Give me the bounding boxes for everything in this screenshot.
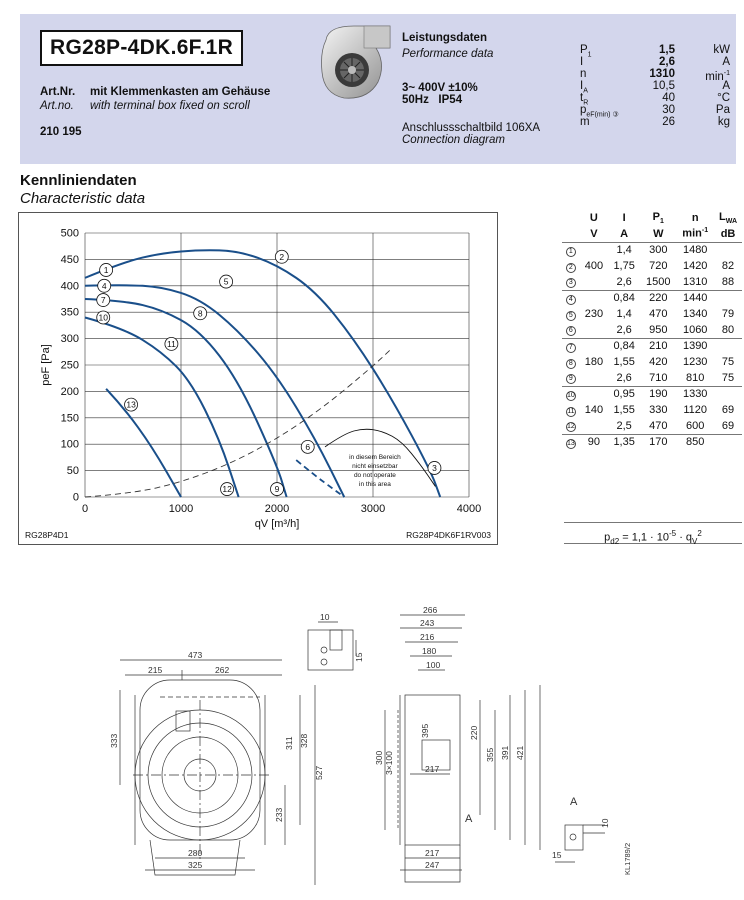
curve-id-badge: 11: [567, 407, 575, 415]
chart-footer-right: RG28P4DK6F1RV003: [406, 530, 491, 540]
curve-id-badge: 7: [566, 343, 576, 353]
performance-row: [580, 68, 730, 83]
table-cell-p: 470: [649, 308, 668, 320]
table-cell-i: 1,55: [613, 404, 635, 416]
no-operation-note: do not operate: [353, 471, 396, 479]
table-cell-l: 69: [721, 419, 735, 432]
performance-value: 26: [662, 116, 675, 128]
table-row: [562, 258, 742, 274]
svg-text:215: 215: [148, 665, 163, 675]
performance-unit: Pa: [715, 104, 730, 116]
performance-value: 40: [662, 92, 675, 104]
svg-text:355: 355: [485, 747, 495, 762]
performance-unit: kW: [713, 44, 730, 56]
table-row: [562, 418, 742, 434]
table-cell-l: 79: [721, 308, 735, 320]
table-cell-u: [580, 418, 608, 434]
table-cell-p: 720: [649, 260, 668, 272]
svg-text:300: 300: [374, 750, 384, 765]
curve-id-badge: 8: [566, 359, 576, 369]
perf-title-en: Performance data: [402, 48, 494, 60]
table-row: [562, 322, 742, 338]
table-cell-p: 210: [640, 338, 676, 354]
curve-id-badge: 2: [566, 263, 576, 273]
table-cell-i: 2,6: [616, 371, 632, 384]
curve-marker-label: 13: [126, 399, 136, 410]
table-cell-u: 90: [580, 434, 608, 450]
table-unit-cell: W: [653, 227, 664, 240]
pressure-formula: $p_{d2} = 1,1 \cdot 10^{-5} \cdot q_V^2$: [564, 522, 742, 544]
svg-text:220: 220: [469, 725, 479, 740]
table-cell-u: [580, 386, 608, 402]
table-cell-n: 1440: [676, 290, 714, 306]
front-view: [109, 650, 324, 885]
table-header-cell: $P_1$: [652, 210, 664, 226]
svg-text:395: 395: [420, 723, 430, 738]
curve-marker-label: 3: [432, 462, 437, 473]
y-tick-label: 0: [72, 491, 79, 504]
no-operation-note: in this area: [359, 480, 391, 488]
curve-id-badge: 3: [566, 278, 576, 288]
artnr-label-de: Art.Nr.: [40, 86, 76, 98]
table-cell-u: [580, 370, 608, 386]
y-tick-label: 250: [60, 359, 79, 372]
table-cell-p: 1500: [646, 275, 671, 288]
fan-photo-icon: [320, 22, 396, 104]
performance-row: [580, 92, 730, 107]
y-axis-label: peF [Pa]: [40, 344, 52, 386]
table-cell-p: 950: [649, 323, 668, 336]
table-row: [562, 290, 742, 306]
performance-value: 1310: [649, 68, 675, 80]
table-cell-n: 1120: [683, 404, 708, 416]
table-cell-l: 82: [721, 260, 735, 272]
performance-value: 1,5: [659, 44, 675, 56]
table-cell-i: 1,75: [613, 260, 635, 272]
table-cell-u: 180: [584, 356, 604, 368]
performance-value: 10,5: [652, 80, 675, 92]
table-cell-l: [714, 386, 742, 402]
svg-text:233: 233: [274, 807, 284, 822]
chart-footer-left: RG28P4D1: [25, 530, 69, 540]
y-tick-label: 350: [60, 306, 79, 319]
supply-voltage: 3~ 400V ±10%: [402, 82, 478, 94]
table-cell-i: 2,6: [616, 323, 632, 336]
table-cell-l: [714, 434, 742, 450]
curve-marker-label: 7: [100, 295, 106, 306]
no-operation-note: nicht einsetzbar: [352, 462, 398, 470]
svg-text:311: 311: [284, 736, 294, 750]
table-cell-l: 69: [721, 404, 735, 416]
table-cell-i: 0,95: [608, 386, 640, 402]
curve-id-badge: 4: [566, 295, 576, 305]
curve-marker-label: 1: [103, 264, 109, 275]
table-cell-p: 300: [640, 242, 676, 258]
operating-data-table: [562, 210, 742, 450]
svg-text:217: 217: [425, 764, 440, 774]
svg-text:421: 421: [515, 745, 525, 760]
performance-unit: kg: [717, 116, 730, 128]
table-cell-i: 1,55: [613, 356, 635, 368]
chart-canvas: [19, 213, 499, 546]
table-cell-i: 1,35: [608, 434, 640, 450]
performance-unit: A: [722, 56, 730, 68]
performance-row: [580, 80, 730, 95]
y-tick-label: 450: [60, 253, 79, 266]
table-unit-cell: V: [590, 227, 598, 240]
table-cell-u: [580, 322, 608, 338]
table-cell-n: 1340: [682, 308, 708, 320]
table-cell-p: 470: [649, 419, 668, 432]
side-view: [374, 605, 540, 882]
table-cell-p: 710: [649, 371, 668, 384]
curve-id-badge: 1: [566, 247, 576, 257]
table-cell-l: 75: [721, 356, 735, 368]
section-title: Kennliniendaten: [20, 172, 137, 189]
table-cell-n: 810: [686, 371, 705, 384]
model-title: RG28P-4DK.6F.1R: [40, 30, 243, 66]
section-subtitle: Characteristic data: [20, 190, 146, 207]
series-line-13: [106, 389, 181, 497]
performance-symbol: $I_A$: [580, 80, 588, 95]
table-header-cell: I: [622, 212, 626, 224]
artnr-value: 210 195: [40, 126, 82, 138]
curve-marker-label: 12: [222, 484, 232, 495]
table-cell-n: 1330: [676, 386, 714, 402]
table-cell-p: 170: [640, 434, 676, 450]
performance-row: [580, 56, 730, 68]
x-tick-label: 3000: [360, 503, 386, 515]
performance-unit: A: [722, 80, 730, 92]
table-cell-n: 850: [676, 434, 714, 450]
x-tick-label: 1000: [168, 503, 194, 515]
table-row: [562, 434, 742, 450]
curve-marker-label: 6: [305, 441, 311, 452]
table-cell-i: 0,84: [608, 290, 640, 306]
performance-value: 30: [662, 104, 675, 116]
table-cell-u: [580, 242, 608, 258]
table-cell-n: 1420: [682, 260, 708, 272]
frequency-protection: 50Hz IP54: [402, 94, 463, 106]
y-tick-label: 150: [60, 412, 79, 425]
svg-text:180: 180: [422, 646, 437, 656]
table-cell-u: [580, 274, 608, 290]
curve-marker-label: 9: [274, 484, 280, 495]
table-cell-u: [580, 290, 608, 306]
svg-text:243: 243: [420, 618, 435, 628]
x-tick-label: 2000: [264, 503, 290, 515]
table-cell-i: 0,84: [608, 338, 640, 354]
svg-text:15: 15: [552, 850, 562, 860]
table-cell-p: 220: [640, 290, 676, 306]
artnr-label-en: Art.no.: [40, 100, 74, 112]
table-cell-i: 2,6: [616, 275, 632, 288]
performance-symbol: n: [580, 68, 587, 80]
product-header: [20, 14, 736, 164]
table-cell-n: 1230: [682, 356, 708, 368]
curve-marker-label: 2: [279, 251, 285, 262]
svg-text:15: 15: [354, 652, 364, 662]
table-unit-cell: dB: [720, 227, 736, 240]
curve-id-badge: 12: [566, 423, 575, 431]
y-tick-label: 300: [60, 333, 79, 346]
series-line-6: [296, 460, 344, 497]
svg-text:527: 527: [314, 765, 324, 780]
performance-symbol: m: [580, 116, 590, 128]
svg-text:A: A: [465, 813, 473, 825]
performance-unit: $\min^{-1}$: [705, 70, 730, 83]
series-line-pd2: [85, 348, 392, 497]
table-cell-l: [714, 242, 742, 258]
svg-text:100: 100: [426, 660, 441, 670]
performance-symbol: $p_{eF(min) ③}$: [580, 104, 619, 119]
table-cell-p: 190: [640, 386, 676, 402]
table-cell-n: 1060: [682, 323, 708, 336]
table-cell-i: 2,5: [616, 419, 632, 432]
svg-text:247: 247: [425, 860, 440, 870]
artnr-desc-de: mit Klemmenkasten am Gehäuse: [90, 86, 271, 98]
table-cell-u: 400: [584, 260, 604, 272]
table-cell-n: 1480: [676, 242, 714, 258]
table-header-row: [562, 210, 742, 226]
curve-marker-label: 4: [101, 280, 107, 291]
performance-row: [580, 116, 730, 128]
curve-marker-label: 11: [166, 338, 176, 349]
svg-text:KL1789/2: KL1789/2: [623, 842, 632, 875]
table-row: [562, 338, 742, 354]
table-cell-p: 420: [649, 356, 668, 368]
svg-text:10: 10: [600, 818, 610, 828]
svg-text:325: 325: [188, 860, 203, 870]
table-row: [562, 386, 742, 402]
svg-text:3×100: 3×100: [384, 751, 394, 775]
no-operation-note: in diesem Bereich: [349, 453, 401, 461]
svg-text:328: 328: [299, 733, 309, 748]
table-unit-cell: $\min^{-1}$: [682, 227, 709, 241]
table-units-row: [562, 226, 742, 242]
table-cell-u: 140: [584, 404, 604, 416]
performance-symbol: $P_1$: [580, 44, 592, 59]
table-cell-i: 1,4: [608, 242, 640, 258]
y-tick-label: 500: [60, 227, 79, 240]
x-tick-label: 0: [81, 503, 89, 515]
table-row: [562, 354, 742, 370]
curve-id-badge: 6: [566, 326, 576, 336]
connection-diagram-de: Anschlussschaltbild 106XA: [402, 122, 541, 134]
y-tick-label: 100: [60, 438, 79, 451]
table-row: [562, 274, 742, 290]
performance-list: [580, 44, 730, 128]
table-cell-l: [714, 338, 742, 354]
table-cell-p: 330: [649, 404, 668, 416]
performance-symbol: $t_R$: [580, 92, 589, 107]
curve-marker-label: 5: [223, 276, 229, 287]
svg-text:216: 216: [420, 632, 435, 642]
svg-text:280: 280: [188, 848, 203, 858]
table-cell-l: 88: [721, 275, 735, 288]
dimension-drawing: [100, 600, 640, 890]
table-cell-u: 230: [584, 308, 604, 320]
table-cell-n: 1390: [676, 338, 714, 354]
connection-diagram-en: Connection diagram: [402, 134, 505, 146]
svg-text:266: 266: [423, 605, 438, 615]
characteristic-chart: [18, 212, 498, 545]
svg-text:10: 10: [320, 612, 330, 622]
curve-id-badge: 10: [566, 391, 575, 399]
x-tick-label: 4000: [456, 503, 482, 515]
y-tick-label: 50: [66, 465, 79, 478]
performance-row: [580, 104, 730, 119]
table-row: [562, 306, 742, 322]
curve-marker-label: 8: [197, 308, 203, 319]
x-axis-label: qV [m³/h]: [254, 518, 300, 530]
svg-text:391: 391: [500, 745, 510, 760]
artnr-desc-en: with terminal box fixed on scroll: [90, 100, 250, 112]
table-cell-l: [714, 290, 742, 306]
series-line-11: [85, 317, 239, 497]
svg-text:A: A: [570, 796, 578, 808]
svg-text:333: 333: [109, 733, 119, 748]
flange-detail: [308, 612, 364, 670]
performance-row: [580, 44, 730, 59]
curve-id-badge: 13: [566, 439, 575, 447]
table-unit-cell: A: [620, 227, 629, 240]
table-cell-l: 75: [721, 371, 735, 384]
svg-text:217: 217: [425, 848, 440, 858]
table-row: [562, 242, 742, 258]
curve-id-badge: 9: [566, 374, 576, 384]
table-cell-i: 1,4: [616, 308, 632, 320]
table-row: [562, 370, 742, 386]
table-cell-n: 1310: [682, 275, 708, 288]
table-header-cell: n: [691, 212, 699, 224]
table-cell-u: [580, 338, 608, 354]
table-header-cell: $L_{WA}$: [719, 210, 738, 226]
performance-unit: °C: [717, 92, 730, 104]
svg-text:262: 262: [215, 665, 230, 675]
table-cell-n: 600: [686, 419, 705, 432]
performance-value: 2,6: [659, 56, 675, 68]
table-row: [562, 402, 742, 418]
table-cell-l: 80: [721, 323, 735, 336]
y-tick-label: 400: [60, 280, 79, 293]
perf-title-de: Leistungsdaten: [402, 32, 487, 44]
table-header-cell: U: [589, 212, 598, 224]
performance-symbol: I: [580, 56, 584, 68]
detail-a: [552, 796, 632, 875]
curve-marker-label: 10: [98, 312, 108, 323]
y-tick-label: 200: [60, 385, 79, 398]
svg-text:473: 473: [188, 650, 203, 660]
curve-id-badge: 5: [566, 311, 576, 321]
